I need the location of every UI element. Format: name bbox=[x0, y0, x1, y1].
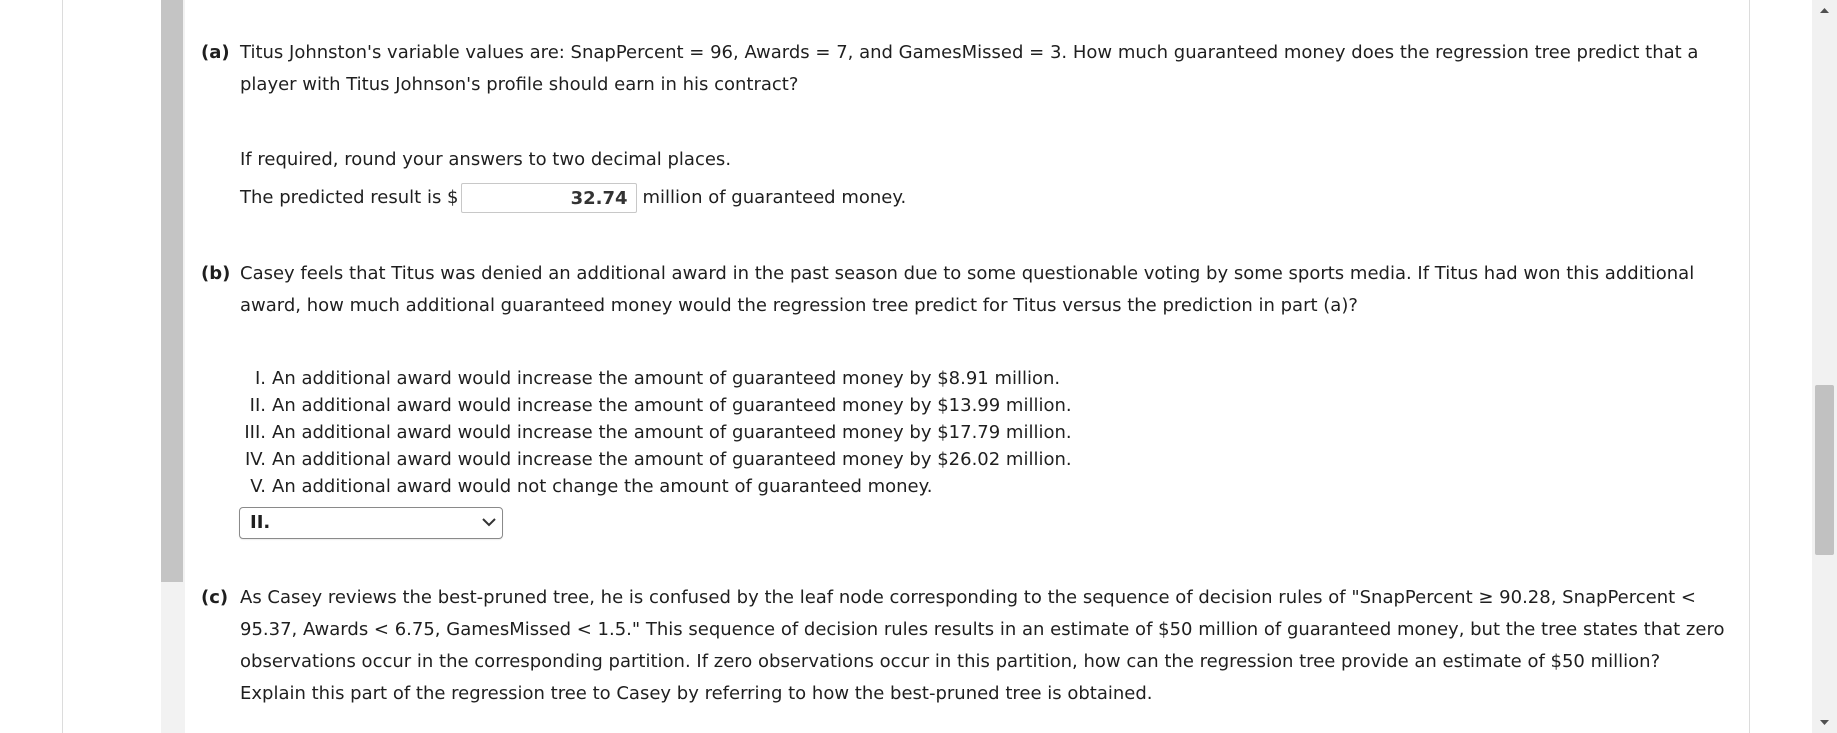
option-text: An additional award would not change the amount of guaranteed money. bbox=[272, 476, 933, 497]
answer-b-selected-value: II. bbox=[250, 512, 271, 533]
vertical-scrollbar[interactable] bbox=[1812, 0, 1837, 733]
option-number: IV. bbox=[244, 449, 266, 470]
option-number: I. bbox=[254, 368, 266, 389]
question-c-line2: 95.37, Awards < 6.75, GamesMissed < 1.5." This sequence of decision rules results in an estimate of $50 million of guaranteed money, but the tree states that zero bbox=[240, 619, 1725, 640]
question-a-line1: Titus Johnston's variable values are: SnapPercent = 96, Awards = 7, and GamesMissed = 3. How much guaranteed money does the regression tree predict that a bbox=[240, 42, 1699, 63]
question-c-line1: As Casey reviews the best-pruned tree, he is confused by the leaf node corresponding to the sequence of decision rules of "SnapPercent ≥ 90.28, SnapPercent < bbox=[240, 587, 1696, 608]
question-c-text bbox=[240, 582, 1740, 710]
option-item bbox=[226, 419, 1072, 446]
answer-a-row bbox=[240, 182, 906, 214]
option-item bbox=[226, 392, 1072, 419]
option-text: An additional award would increase the amount of guaranteed money by $17.79 million. bbox=[272, 422, 1072, 443]
scroll-down-arrow-icon[interactable] bbox=[1812, 713, 1837, 733]
question-a-line2: player with Titus Johnson's profile should earn in his contract? bbox=[240, 74, 799, 95]
left-scroll-thumb[interactable] bbox=[161, 0, 183, 582]
option-number: V. bbox=[250, 476, 266, 497]
question-c-label: (c) bbox=[201, 587, 229, 608]
option-text: An additional award would increase the amount of guaranteed money by $26.02 million. bbox=[272, 449, 1072, 470]
option-text: An additional award would increase the amount of guaranteed money by $13.99 million. bbox=[272, 395, 1072, 416]
answer-a-prefix: The predicted result is $ bbox=[240, 187, 459, 208]
scrollbar-thumb[interactable] bbox=[1815, 385, 1834, 555]
answer-b-select[interactable] bbox=[239, 507, 503, 539]
question-b-line2: award, how much additional guaranteed money would the regression tree predict for Titus versus the prediction in part (a)? bbox=[240, 295, 1358, 316]
rounding-instruction: If required, round your answers to two decimal places. bbox=[240, 149, 732, 170]
scroll-up-arrow-icon[interactable] bbox=[1812, 0, 1837, 20]
question-b-line1: Casey feels that Titus was denied an additional award in the past season due to some questionable voting by some sports media. If Titus had won this additional bbox=[240, 263, 1695, 284]
answer-a-input[interactable]: 32.74 bbox=[461, 183, 637, 213]
option-item bbox=[226, 473, 1072, 500]
question-a-text bbox=[240, 37, 1740, 101]
question-a-label: (a) bbox=[201, 42, 230, 63]
question-c-line4: Explain this part of the regression tree to Casey by referring to how the best-pruned tree is obtained. bbox=[240, 683, 1153, 704]
question-b-text bbox=[240, 258, 1740, 322]
option-item bbox=[226, 365, 1072, 392]
answer-a-suffix: million of guaranteed money. bbox=[642, 187, 907, 208]
question-b-label: (b) bbox=[201, 263, 231, 284]
option-item bbox=[226, 446, 1072, 473]
option-text: An additional award would increase the amount of guaranteed money by $8.91 million. bbox=[272, 368, 1061, 389]
chevron-down-icon bbox=[482, 517, 496, 527]
question-c-line3: observations occur in the corresponding partition. If zero observations occur in this partition, how can the regression tree provide an estimate of $50 million? bbox=[240, 651, 1661, 672]
option-number: III. bbox=[244, 422, 266, 443]
answer-options-list bbox=[226, 365, 1072, 500]
option-number: II. bbox=[249, 395, 266, 416]
